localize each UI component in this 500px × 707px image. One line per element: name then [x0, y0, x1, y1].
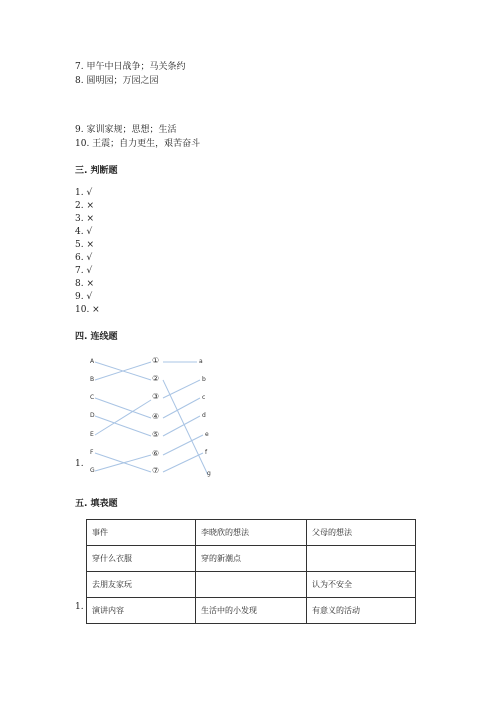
answer-10: 10. 王震；自力更生，艰苦奋斗: [75, 139, 201, 149]
judge-item: 7. √: [75, 266, 93, 276]
table-row: [87, 520, 416, 546]
table-cell: 生活中的小发现: [196, 598, 307, 624]
match-left-label: B: [90, 376, 95, 383]
match-right-label: e: [205, 431, 209, 438]
answer-9: 9. 家训家规；思想；生活: [75, 125, 177, 135]
answer-7: 7. 甲午中日战争；马关条约: [75, 62, 186, 72]
match-left-label: C: [90, 394, 95, 401]
match-line: [95, 453, 151, 472]
judge-item: 1. √: [75, 188, 93, 198]
match-line: [95, 400, 151, 435]
match-middle-label: ⑦: [152, 466, 160, 475]
table-row: [87, 598, 416, 624]
match-middle-label: ①: [152, 356, 160, 365]
table-cell: 父母的想法: [307, 520, 416, 546]
judge-item: 9. √: [75, 292, 93, 302]
table-cell: 事件: [87, 520, 196, 546]
match-line: [163, 435, 203, 455]
table-row: [87, 546, 416, 572]
match-middle-label: ②: [152, 374, 160, 383]
match-line: [95, 398, 151, 418]
match-left-label: E: [90, 431, 94, 438]
judge-item: 10. ×: [75, 305, 100, 315]
match-line: [95, 362, 151, 380]
judge-item: 8. ×: [75, 279, 94, 289]
section-5-title: 五. 填表题: [75, 499, 118, 509]
match-line: [95, 455, 151, 471]
match-middle-label: ⑥: [152, 449, 160, 458]
match-right-label: g: [207, 470, 211, 477]
match-left-label: G: [90, 467, 95, 474]
table-cell: 李晓欣的想法: [196, 520, 307, 546]
match-line: [163, 453, 203, 472]
table-row: [87, 572, 416, 598]
match-right-label: a: [199, 358, 203, 365]
match-left-label: F: [90, 449, 94, 456]
match-right-label: b: [202, 376, 206, 383]
match-right-label: d: [202, 412, 206, 419]
judge-item: 3. ×: [75, 214, 94, 224]
match-middle-label: ④: [152, 412, 160, 421]
match-line: [95, 416, 151, 436]
match-line: [163, 416, 200, 436]
match-right-label: f: [205, 449, 208, 456]
match-middle-label: ⑤: [152, 430, 160, 439]
table-cell: 穿什么衣服: [87, 546, 196, 572]
table-cell: 穿的新潮点: [196, 546, 307, 572]
table-cell: 去朋友家玩: [87, 572, 196, 598]
section-4-title: 四. 连线题: [75, 332, 118, 342]
judge-item: 6. √: [75, 253, 93, 263]
match-left-label: D: [90, 412, 95, 419]
fill-table: [86, 519, 416, 624]
table-cell: 认为不安全: [307, 572, 416, 598]
matching-question-number: 1.: [75, 459, 84, 469]
judge-item: 2. ×: [75, 201, 94, 211]
judge-item: 5. ×: [75, 240, 94, 250]
answer-8: 8. 圆明园；万园之园: [75, 76, 159, 86]
table-cell: [196, 572, 307, 598]
match-line: [95, 362, 151, 380]
table-cell: [307, 546, 416, 572]
table-question-number: 1.: [75, 602, 84, 612]
match-line: [163, 380, 200, 398]
section-3-title: 三. 判断题: [75, 166, 118, 176]
match-line: [163, 398, 200, 418]
match-right-label: c: [202, 394, 206, 401]
match-left-label: A: [90, 358, 95, 365]
judge-item: 4. √: [75, 227, 93, 237]
match-middle-label: ③: [152, 392, 160, 401]
table-cell: 有意义的活动: [307, 598, 416, 624]
table-cell: 演讲内容: [87, 598, 196, 624]
